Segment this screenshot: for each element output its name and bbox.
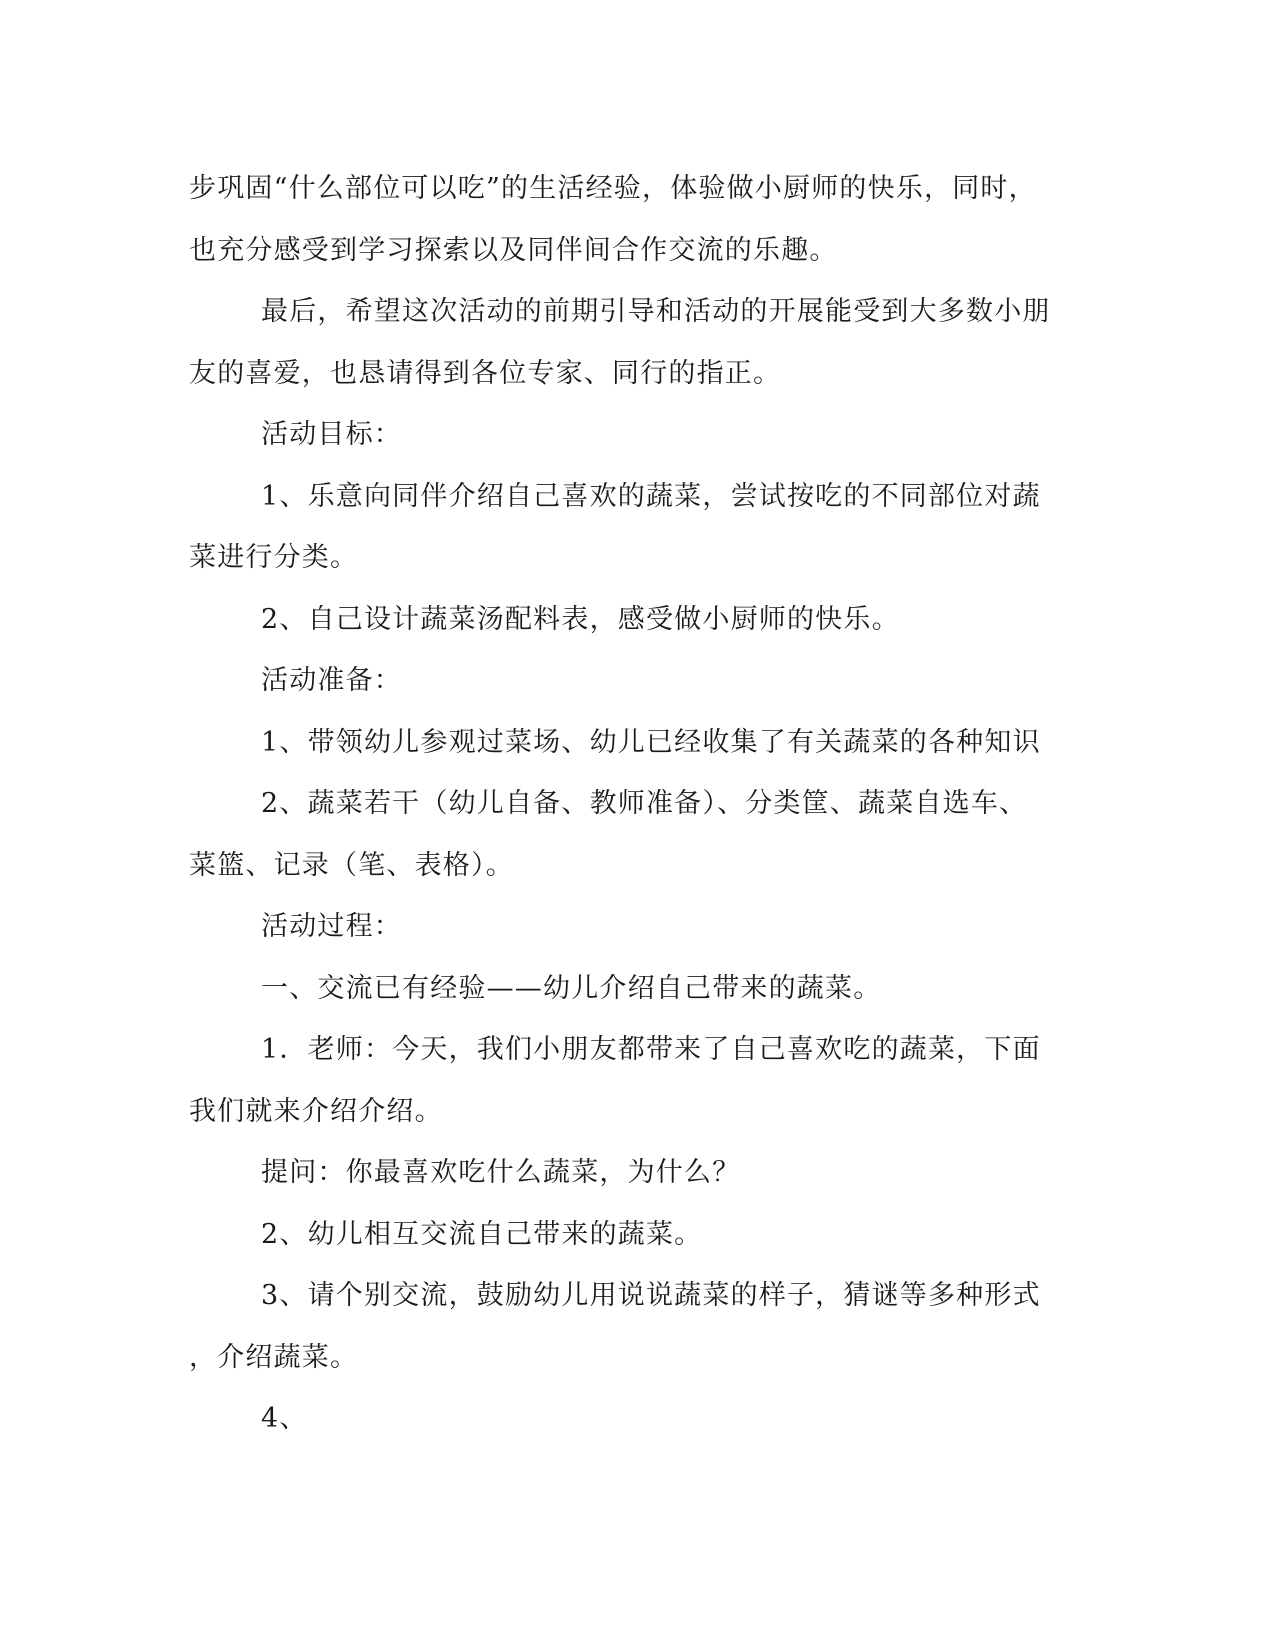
text-line: ，介绍蔬菜。 xyxy=(189,1341,359,1373)
text-line: 提问：你最喜欢吃什么蔬菜，为什么？ xyxy=(261,1157,741,1188)
section-heading: 活动目标： xyxy=(261,419,402,450)
subsection-heading: 一、交流已有经验——幼儿介绍自己带来的蔬菜。 xyxy=(261,972,882,1004)
list-item: 2、蔬菜若干（幼儿自备、教师准备）、分类筐、蔬菜自选车、 xyxy=(261,788,1028,819)
list-item: 1、带领幼儿参观过菜场、幼儿已经收集了有关蔬菜的各种知识 xyxy=(261,726,1041,758)
section-heading: 活动准备： xyxy=(261,665,402,696)
text-line: 也充分感受到学习探索以及同伴间合作交流的乐趣。 xyxy=(189,234,838,266)
list-item: 2、幼儿相互交流自己带来的蔬菜。 xyxy=(261,1218,703,1250)
list-item: 1．老师：今天，我们小朋友都带来了自己喜欢吃的蔬菜，下面 xyxy=(261,1034,1041,1065)
list-item: 3、请个别交流，鼓励幼儿用说说蔬菜的样子，猜谜等多种形式 xyxy=(261,1280,1041,1311)
text-line: 友的喜爱，也恳请得到各位专家、同行的指正。 xyxy=(189,357,782,389)
text-line: 最后，希望这次活动的前期引导和活动的开展能受到大多数小朋 xyxy=(261,296,1051,327)
list-item: 1、乐意向同伴介绍自己喜欢的蔬菜，尝试按吃的不同部位对蔬 xyxy=(261,480,1041,512)
text-line: 菜进行分类。 xyxy=(189,542,359,573)
text-line: 菜篮、记录（笔、表格）。 xyxy=(189,849,514,881)
section-heading: 活动过程： xyxy=(261,911,402,942)
document-body xyxy=(189,158,1069,1450)
text-line: 步巩固“什么部位可以吃”的生活经验，体验做小厨师的快乐，同时， xyxy=(189,173,1037,204)
list-item: 2、自己设计蔬菜汤配料表，感受做小厨师的快乐。 xyxy=(261,603,900,635)
list-item: 4、 xyxy=(261,1403,308,1434)
text-line: 我们就来介绍介绍。 xyxy=(189,1095,443,1127)
